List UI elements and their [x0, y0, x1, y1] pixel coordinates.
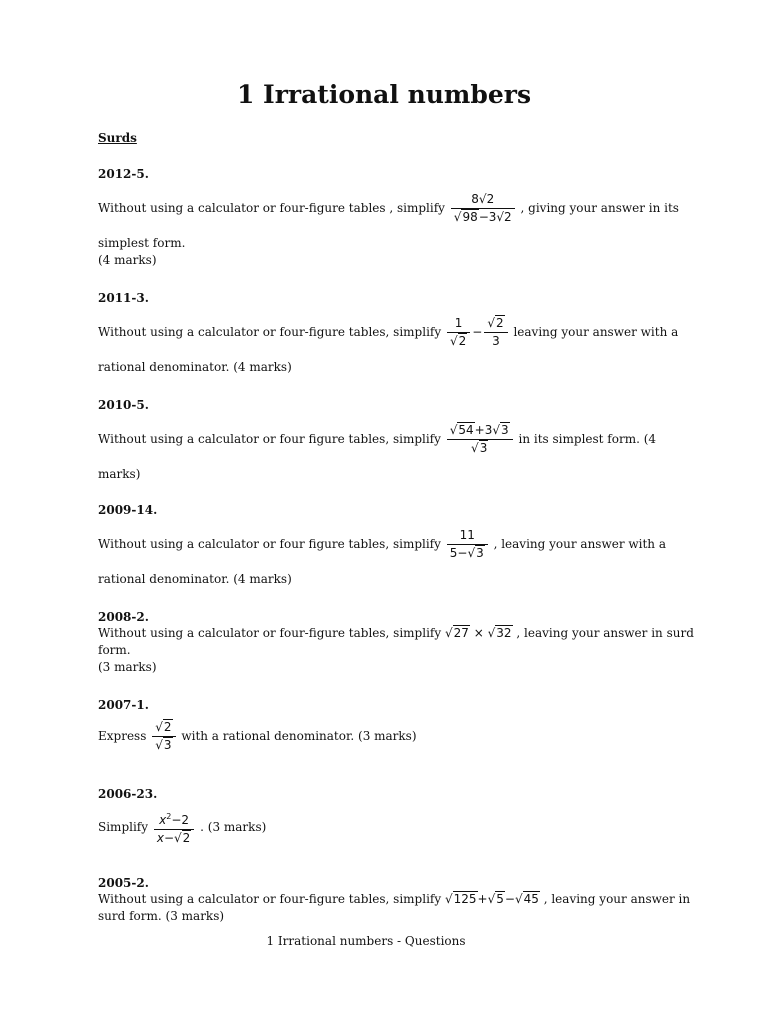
question-text-cont: surd form. (3 marks) — [98, 909, 225, 923]
denominator-rest: −3√2 — [478, 210, 512, 224]
question-text-cont: rational denominator. (4 marks) — [98, 572, 292, 586]
question-label: 2005-2. — [98, 876, 149, 890]
question-2010-5 — [98, 397, 678, 483]
question-text-cont: marks) — [98, 467, 141, 481]
question-prompt: Without using a calculator or four figure tables, simplify — [98, 537, 441, 551]
question-prompt: Without using a calculator or four figure tables, simplify — [98, 432, 441, 446]
radicand: 32 — [496, 626, 512, 640]
question-text — [98, 315, 678, 350]
radicand: 2 — [495, 316, 504, 330]
question-prompt: Without using a calculator or four-figure tables , simplify — [98, 201, 445, 215]
fraction-expression — [154, 808, 194, 847]
numerator-term: +3 — [474, 423, 493, 437]
fraction-numerator: √2 — [484, 315, 507, 333]
fraction-expression — [152, 719, 175, 754]
radicand: 3 — [163, 738, 172, 752]
fraction-numerator: 1 — [447, 315, 470, 333]
radicand: 2 — [458, 334, 467, 348]
question-prompt: Simplify — [98, 820, 149, 834]
fraction-denominator: 3 — [492, 334, 500, 348]
radicand: 3 — [476, 546, 484, 560]
question-continuation: with a rational denominator. (3 marks) — [181, 729, 417, 743]
fraction-expression — [484, 315, 507, 350]
question-label: 2008-2. — [98, 610, 149, 624]
question-2007-1 — [98, 697, 678, 754]
question-label: 2009-14. — [98, 503, 158, 517]
fraction-denominator: √98−3√2 — [453, 210, 512, 224]
minus-sign: − — [504, 892, 515, 906]
question-label: 2011-3. — [98, 291, 149, 305]
question-text — [98, 625, 694, 642]
fraction-expression — [447, 315, 470, 350]
math-expression: √27 × √32 — [444, 626, 512, 640]
page-footer: 1 Irrational numbers - Questions — [266, 934, 466, 948]
question-continuation: in its simplest form. (4 — [518, 432, 657, 446]
variable-x: x — [156, 831, 164, 845]
question-prompt: Without using a calculator or four-figure tables, simplify — [98, 325, 442, 339]
question-continuation: , giving your answer in its — [520, 201, 679, 215]
question-text — [98, 808, 678, 847]
question-2005-2 — [98, 875, 691, 925]
radicand: 45 — [523, 892, 539, 906]
question-2011-3 — [98, 290, 678, 376]
question-text — [98, 422, 678, 457]
question-label: 2006-23. — [98, 787, 158, 801]
question-continuation: . (3 marks) — [200, 820, 267, 834]
question-continuation: , leaving your answer with a — [493, 537, 667, 551]
radicand: 27 — [453, 626, 469, 640]
radicand: 3 — [501, 423, 509, 437]
radicand: 2 — [163, 720, 172, 734]
question-text-cont: form. — [98, 643, 131, 657]
fraction-numerator: √54+3√3 — [447, 422, 513, 440]
question-prompt: Express — [98, 729, 147, 743]
question-prompt: Without using a calculator or four-figure tables, simplify — [98, 892, 442, 906]
fraction-expression — [451, 191, 515, 226]
question-text — [98, 191, 678, 226]
question-2012-5 — [98, 166, 678, 269]
question-2006-23 — [98, 786, 678, 847]
exponent: 2 — [166, 812, 172, 821]
times-sign: × — [473, 626, 484, 640]
question-label: 2012-5. — [98, 167, 149, 181]
fraction-numerator: √2 — [152, 719, 175, 737]
fraction-numerator: 8√2 — [451, 191, 515, 209]
question-text — [98, 527, 678, 562]
page-title: 1 Irrational numbers — [236, 80, 532, 109]
fraction-denominator: √3 — [155, 738, 172, 752]
denominator-term: 5− — [449, 546, 468, 560]
fraction-denominator: √3 — [471, 441, 488, 455]
fraction-denominator: x−√2 — [156, 831, 191, 845]
marks-label: (4 marks) — [98, 253, 157, 267]
question-continuation: leaving your answer with a — [513, 325, 679, 339]
question-2008-2 — [98, 609, 694, 676]
plus-sign: + — [477, 892, 488, 906]
question-2009-14 — [98, 502, 678, 588]
variable-x: x — [159, 813, 167, 827]
question-label: 2007-1. — [98, 698, 149, 712]
question-text — [98, 891, 691, 908]
question-text — [98, 719, 678, 754]
fraction-denominator: 5−√3 — [449, 546, 484, 560]
fraction-denominator: √2 — [449, 334, 467, 348]
radicand: 54 — [458, 423, 474, 437]
question-continuation: , leaving your answer in surd — [516, 626, 694, 640]
question-continuation: , leaving your answer in — [543, 892, 691, 906]
radicand: 2 — [182, 831, 191, 845]
fraction-numerator — [154, 808, 194, 830]
minus-sign: − — [472, 325, 483, 339]
math-expression: √125+√5−√45 — [444, 892, 539, 906]
numerator-term: −2 — [171, 813, 190, 827]
question-prompt: Without using a calculator or four-figure tables, simplify — [98, 626, 442, 640]
marks-label: (3 marks) — [98, 660, 157, 674]
radicand: 5 — [496, 892, 504, 906]
question-label: 2010-5. — [98, 398, 149, 412]
fraction-numerator: 11 — [447, 527, 488, 545]
radicand: 3 — [479, 441, 488, 455]
minus-sign: − — [163, 831, 175, 845]
radicand: 125 — [453, 892, 477, 906]
section-heading-surds: Surds — [98, 131, 137, 145]
radicand: 98 — [462, 210, 478, 224]
question-text-cont: rational denominator. (4 marks) — [98, 360, 292, 374]
fraction-expression — [447, 527, 488, 562]
question-text-cont: simplest form. — [98, 236, 186, 250]
fraction-expression — [447, 422, 513, 457]
